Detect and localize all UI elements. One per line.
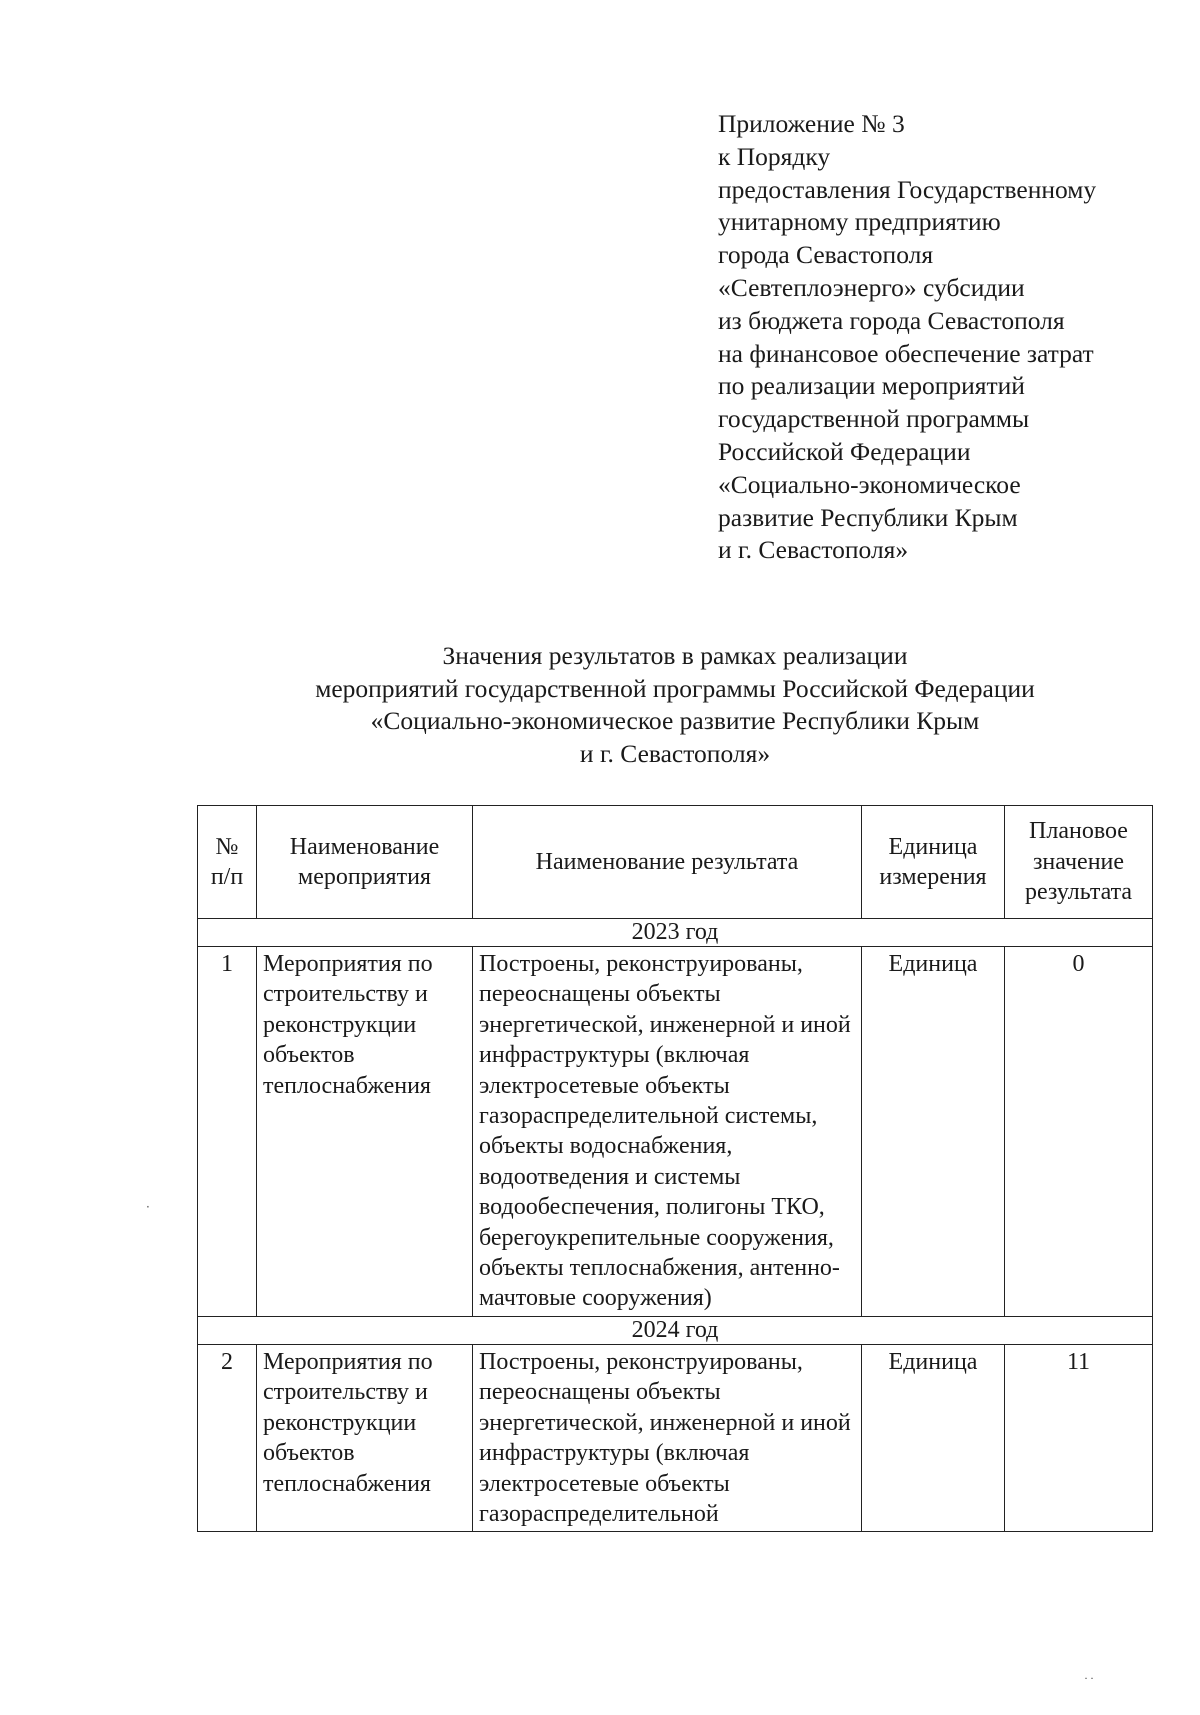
appendix-line: Приложение № 3	[718, 109, 905, 138]
year-row-2023	[198, 919, 1153, 947]
appendix-line: «Севтеплоэнерго» субсидии	[718, 272, 1025, 302]
appendix-line: города Севастополя	[718, 240, 934, 270]
table-row	[198, 947, 1153, 1317]
year-label: 2024 год	[198, 1316, 1153, 1344]
row-result-name: Построены, реконструированы, переоснащены объекты энергетической, инженерной и иной инфраструктуры (включая электросетевые объекты газораспределительной	[473, 1344, 862, 1531]
appendix-line: Российской Федерации	[718, 436, 971, 466]
scan-speck: ·	[146, 1200, 150, 1214]
title-line: мероприятий государственной программы Российской Федерации	[315, 673, 1035, 703]
header-unit: Единица измерения	[862, 806, 1005, 919]
header-num: № п/п	[198, 806, 257, 919]
year-label: 2023 год	[198, 919, 1153, 947]
row-unit: Единица	[862, 947, 1005, 1317]
results-table	[197, 805, 1153, 1532]
appendix-line: к Порядку	[718, 141, 831, 171]
header-event-name: Наименование мероприятия	[257, 806, 473, 919]
scan-speck: ˙˙	[1083, 1676, 1095, 1690]
row-event-name: Мероприятия по строительству и реконструкции объектов теплоснабжения	[257, 947, 473, 1317]
appendix-line: из бюджета города Севастополя	[718, 305, 1065, 335]
appendix-line: унитарному предприятию	[718, 207, 1001, 237]
table-row	[198, 1344, 1153, 1531]
appendix-line: государственной программы	[718, 404, 1030, 434]
title-line: и г. Севастополя»	[579, 738, 771, 768]
appendix-line: и г. Севастополя»	[718, 535, 909, 565]
appendix-line: развитие Республики Крым	[718, 502, 1018, 532]
row-unit: Единица	[862, 1344, 1005, 1531]
document-title	[180, 640, 1170, 770]
table-header-row	[198, 806, 1153, 919]
appendix-line: по реализации мероприятий	[718, 371, 1025, 401]
row-planned-value: 0	[1005, 947, 1153, 1317]
header-result-name: Наименование результата	[473, 806, 862, 919]
row-num: 1	[198, 947, 257, 1317]
appendix-block	[718, 108, 1188, 567]
appendix-line: «Социально-экономическое	[718, 469, 1021, 499]
year-row-2024	[198, 1316, 1153, 1344]
row-num: 2	[198, 1344, 257, 1531]
appendix-line: предоставления Государственному	[718, 174, 1097, 204]
header-planned-value: Плановое значение результата	[1005, 806, 1153, 919]
title-line: «Социально-экономическое развитие Республики Крым	[370, 706, 980, 736]
title-line: Значения результатов в рамках реализации	[442, 641, 908, 670]
row-result-name: Построены, реконструированы, переоснащены объекты энергетической, инженерной и иной инфраструктуры (включая электросетевые объекты газораспределительной системы, объекты водоснабжения, водоотведения и системы водообеспечения, полигоны ТКО, берегоукрепительные сооружения, объекты теплоснабжения, антенно-мачтовые сооружения)	[473, 947, 862, 1317]
appendix-line: на финансовое обеспечение затрат	[718, 338, 1094, 368]
row-planned-value: 11	[1005, 1344, 1153, 1531]
row-event-name: Мероприятия по строительству и реконструкции объектов теплоснабжения	[257, 1344, 473, 1531]
